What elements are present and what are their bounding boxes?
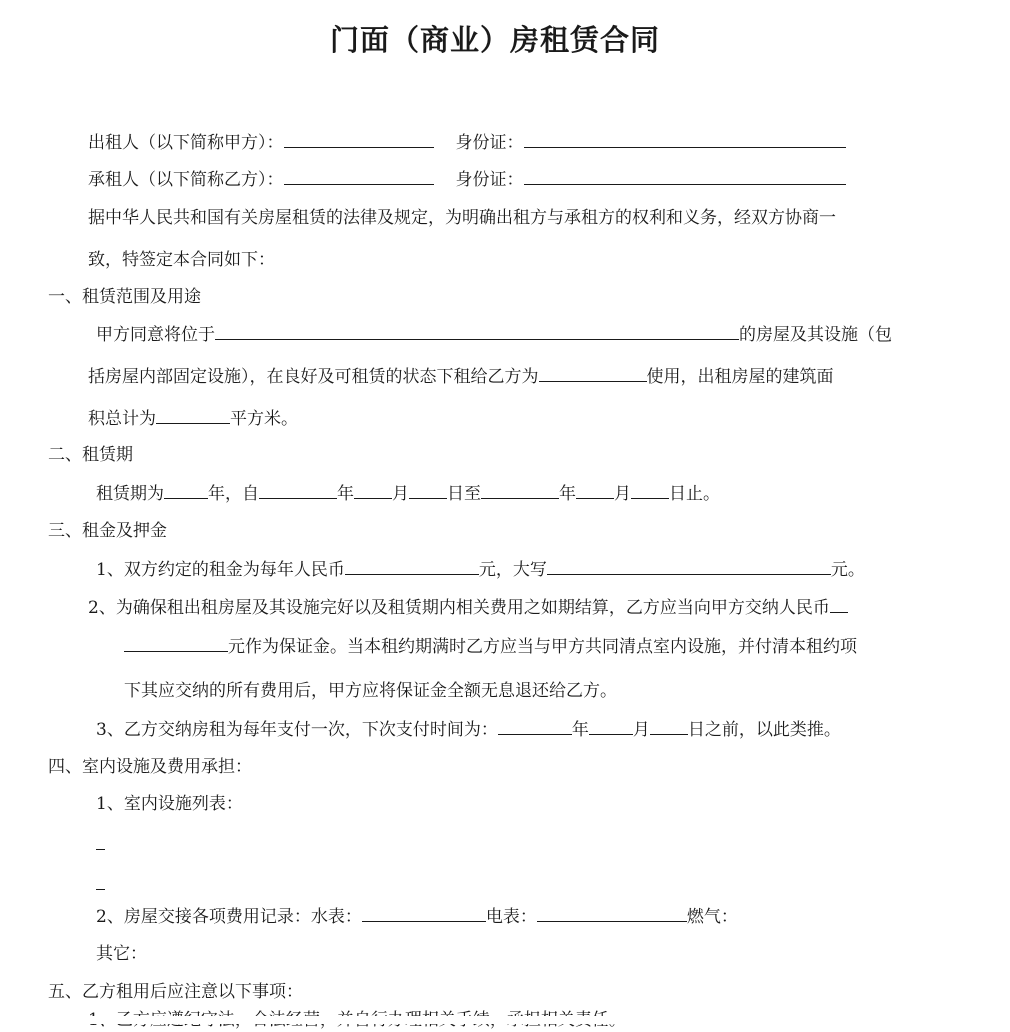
- lessor-label: 出租人（以下简称甲方）：: [88, 133, 284, 153]
- deposit-line-3: 下其应交纳的所有费用后，甲方应将保证金全额无息退还给乙方。: [124, 681, 617, 701]
- deposit-line-2: [124, 634, 857, 659]
- start-day-blank[interactable]: [409, 481, 447, 499]
- facility-item-blank[interactable]: [96, 873, 105, 897]
- s2-text: 日至: [447, 484, 481, 504]
- other-label: 其它：: [96, 944, 147, 964]
- rent-amount-blank[interactable]: [345, 557, 479, 575]
- facility-item-blank[interactable]: [96, 833, 105, 857]
- lessor-name-blank[interactable]: [284, 130, 434, 148]
- section-1-line-2: [88, 364, 834, 389]
- rent-line: [96, 557, 865, 582]
- pay-month-blank[interactable]: [589, 717, 633, 735]
- list-dash: [96, 877, 105, 890]
- lessor-row: [88, 130, 846, 155]
- payment-line: [96, 717, 841, 742]
- intro-line-2: 致，特签定本合同如下：: [88, 250, 275, 270]
- lease-term-line: [96, 481, 720, 506]
- lessee-id-blank[interactable]: [524, 167, 846, 185]
- lessee-row: [88, 167, 846, 192]
- s1-text: 积总计为: [88, 409, 156, 429]
- s2-text: 年: [559, 484, 576, 504]
- start-month-blank[interactable]: [354, 481, 392, 499]
- start-year-blank[interactable]: [259, 481, 337, 499]
- s1-text: 甲方同意将位于: [96, 325, 215, 345]
- s2-text: 租赁期为: [96, 484, 164, 504]
- lessee-name-blank[interactable]: [284, 167, 434, 185]
- s2-text: 日止。: [669, 484, 720, 504]
- s1-text: 使用，出租房屋的建筑面: [646, 367, 834, 387]
- section-1-line-3: [88, 406, 298, 431]
- s2-text: 月: [392, 484, 409, 504]
- lessor-id-blank[interactable]: [524, 130, 846, 148]
- s3-text: 月: [632, 720, 650, 740]
- s1-text: 括房屋内部固定设施），在良好及可租赁的状态下租给乙方为: [88, 367, 539, 387]
- s3-text: 元作为保证金。当本租约期满时乙方应当与甲方共同清点室内设施，并付清本租约项: [228, 637, 857, 657]
- area-blank[interactable]: [156, 406, 230, 424]
- property-location-blank[interactable]: [215, 322, 739, 340]
- s3-text: 年: [571, 720, 589, 740]
- electric-meter-blank[interactable]: [537, 904, 687, 922]
- list-dash: [96, 837, 105, 850]
- deposit-amount-blank[interactable]: [124, 634, 228, 652]
- deposit-blank-start[interactable]: [830, 595, 848, 613]
- s4-text: 电表：: [485, 907, 537, 927]
- section-1-heading: 一、租赁范围及用途: [48, 287, 201, 307]
- s2-text: 年: [337, 484, 354, 504]
- s3-text: 2、为确保租出租房屋及其设施完好以及租赁期内相关费用之如期结算，乙方应当向甲方交纳人民币: [88, 598, 830, 618]
- usage-blank[interactable]: [539, 364, 647, 382]
- s4-text: 2、房屋交接各项费用记录：水表：: [96, 907, 362, 927]
- lessor-id-label: 身份证：: [455, 133, 524, 153]
- term-years-blank[interactable]: [164, 481, 208, 499]
- s3-text: 日之前，以此类推。: [687, 720, 841, 740]
- page-cutoff: [0, 1016, 1010, 1024]
- end-year-blank[interactable]: [481, 481, 559, 499]
- section-5-heading: 五、乙方租用后应注意以下事项：: [48, 982, 303, 1002]
- document-title: 门面（商业）房租赁合同: [329, 23, 660, 57]
- s1-text: 平方米。: [230, 409, 298, 429]
- end-day-blank[interactable]: [631, 481, 669, 499]
- lessee-label: 承租人（以下简称乙方）：: [88, 170, 284, 190]
- s3-text: 1、双方约定的租金为每年人民币: [96, 560, 345, 580]
- deposit-line-1: [88, 595, 848, 620]
- rent-amount-words-blank[interactable]: [547, 557, 831, 575]
- s3-text: 元。: [830, 560, 865, 580]
- end-month-blank[interactable]: [576, 481, 614, 499]
- pay-year-blank[interactable]: [498, 717, 572, 735]
- section-4-heading: 四、室内设施及费用承担：: [48, 757, 252, 777]
- water-meter-blank[interactable]: [362, 904, 486, 922]
- pay-day-blank[interactable]: [650, 717, 688, 735]
- s4-text: 燃气：: [686, 907, 738, 927]
- s1-text: 的房屋及其设施（包: [739, 325, 892, 345]
- s2-text: 月: [614, 484, 631, 504]
- s3-text: 元，大写: [478, 560, 547, 580]
- lessee-id-label: 身份证：: [455, 170, 524, 190]
- s2-text: 年，自: [208, 484, 259, 504]
- s3-text: 3、乙方交纳房租为每年支付一次，下次支付时间为：: [96, 720, 498, 740]
- intro-line-1: 据中华人民共和国有关房屋租赁的法律及规定，为明确出租方与承租方的权利和义务，经双方协商一: [88, 208, 836, 228]
- facility-list-label: 1、室内设施列表：: [96, 794, 243, 814]
- meter-record-line: [96, 904, 738, 929]
- section-2-heading: 二、租赁期: [48, 445, 133, 465]
- section-3-heading: 三、租金及押金: [48, 521, 167, 541]
- section-1-line-1: [96, 322, 892, 347]
